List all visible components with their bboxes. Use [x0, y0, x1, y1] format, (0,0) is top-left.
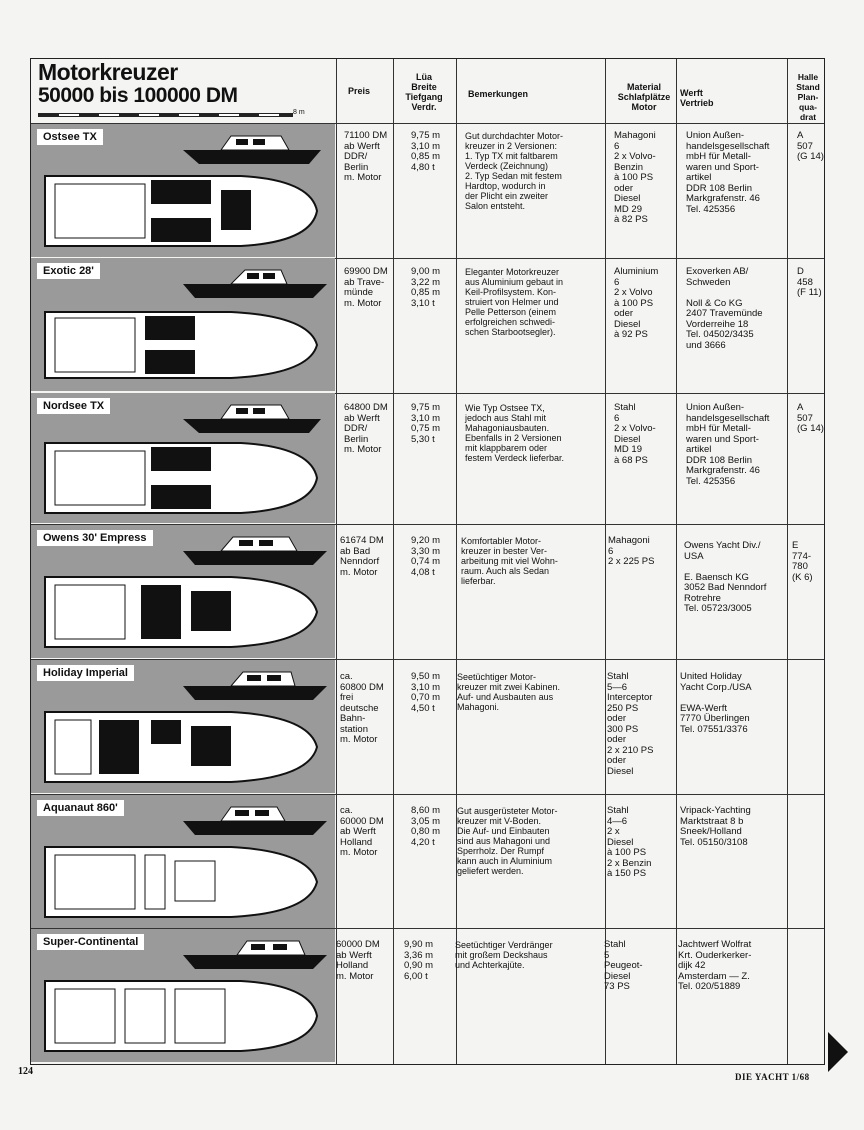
boat-name: Aquanaut 860' [37, 800, 124, 816]
boat-side-view [181, 262, 331, 302]
material-cell: Mahagoni 6 2 x 225 PS [608, 535, 655, 567]
column-header-preis: Preis [348, 86, 371, 96]
remarks-cell: Gut ausgerüsteter Motor- kreuzer mit V-Boden. Die Auf- und Einbauten sind aus Mahagoni und Sperrholz. Der Rumpf kann auch in Aluminium geliefert werden. [457, 806, 558, 876]
boat-name: Owens 30' Empress [37, 530, 153, 546]
remarks-cell: Seetüchtiger Motor- kreuzer mit zwei Kabinen. Auf- und Ausbauten aus Mahagoni. [457, 672, 561, 712]
boat-side-view [181, 933, 331, 973]
dimensions-cell: 9,90 m 3,36 m 0,90 m 6,00 t [404, 939, 434, 982]
dimensions-cell: 9,20 m 3,30 m 0,74 m 4,08 t [411, 535, 441, 578]
dimensions-cell: 9,00 m 3,22 m 0,85 m 3,10 t [411, 266, 441, 309]
price-cell: 69900 DM ab Trave- münde m. Motor [344, 266, 388, 309]
column-divider [676, 59, 677, 1064]
boat-illustration [31, 124, 335, 257]
boat-deck-plan [41, 841, 321, 923]
column-divider [787, 59, 788, 1064]
boat-name: Ostsee TX [37, 129, 103, 145]
column-header-material: Material Schlafplätze Motor [617, 82, 671, 112]
material-cell: Mahagoni 6 2 x Volvo- Benzin à 100 PS oder Diesel MD 29 à 82 PS [614, 130, 656, 225]
dimensions-cell: 9,50 m 3,10 m 0,70 m 4,50 t [411, 671, 441, 714]
boat-side-view [181, 529, 331, 569]
material-cell: Aluminium 6 2 x Volvo à 100 PS oder Diesel à 92 PS [614, 266, 659, 340]
boat-deck-plan [41, 571, 321, 653]
page-subtitle: 50000 bis 100000 DM [38, 84, 238, 107]
hall-cell: D 458 (F 11) [797, 266, 822, 298]
boat-deck-plan [41, 975, 321, 1057]
material-cell: Stahl 5—6 Interceptor 250 PS oder 300 PS oder 2 x 210 PS oder Diesel [607, 671, 654, 777]
column-divider [393, 59, 394, 1064]
boat-deck-plan [41, 706, 321, 788]
page-number: 124 [18, 1066, 33, 1077]
shipyard-cell: United Holiday Yacht Corp./USA EWA-Werft 7770 Überlingen Tel. 07551/3376 [680, 671, 752, 735]
boat-illustration [31, 525, 335, 658]
shipyard-cell: Vripack-Yachting Marktstraat 8 b Sneek/Holland Tel. 05150/3108 [680, 805, 751, 848]
material-cell: Stahl 5 Peugeot- Diesel 73 PS [604, 939, 643, 992]
boat-illustration [31, 795, 335, 928]
boat-side-view [181, 799, 331, 839]
scale-bar [38, 113, 293, 117]
boat-illustration [31, 660, 335, 793]
hall-cell: A 507 (G 14) [797, 130, 824, 162]
material-cell: Stahl 4—6 2 x Diesel à 100 PS 2 x Benzin à 150 PS [607, 805, 652, 879]
boat-illustration [31, 393, 335, 523]
next-page-arrow-icon [828, 1032, 848, 1072]
shipyard-cell: Union Außen- handelsgesellschaft mbH für Metall- waren und Sport- artikel DDR 108 Berlin Markgrafenstr. 46 Tel. 425356 [686, 130, 770, 215]
boat-illustration [31, 929, 335, 1062]
hall-cell: E 774- 780 (K 6) [792, 540, 813, 583]
column-divider [605, 59, 606, 1064]
price-cell: 64800 DM ab Werft DDR/ Berlin m. Motor [344, 402, 388, 455]
price-cell: 61674 DM ab Bad Nenndorf m. Motor [340, 535, 384, 578]
remarks-cell: Seetüchtiger Verdränger mit großem Deckshaus und Achterkajüte. [455, 940, 553, 970]
remarks-cell: Eleganter Motorkreuzer aus Aluminium gebaut in Keil-Profilsystem. Kon- struiert von Helmer und Pelle Petterson (einem erfolgreichen schwedi- schen Starbootsegler). [465, 267, 564, 337]
shipyard-cell: Union Außen- handelsgesellschaft mbH für Metall- waren und Sport- artikel DDR 108 Berlin Markgrafenstr. 46 Tel. 425356 [686, 402, 770, 487]
scale-label: 8 m [293, 109, 305, 116]
shipyard-cell: Jachtwerf Wolfrat Krt. Ouderkerker- dijk 42 Amsterdam — Z. Tel. 020/51889 [678, 939, 752, 992]
hall-cell: A 507 (G 14) [797, 402, 824, 434]
boat-name: Super-Continental [37, 934, 144, 950]
column-header-halle: Halle Stand Plan- qua- drat [796, 72, 820, 122]
remarks-cell: Wie Typ Ostsee TX, jedoch aus Stahl mit Mahagoniausbauten. Ebenfalls in 2 Versionen mit klappbarem oder festem Verdeck lieferbar. [465, 403, 565, 463]
column-divider [336, 59, 337, 1064]
boat-name: Nordsee TX [37, 398, 110, 414]
dimensions-cell: 9,75 m 3,10 m 0,75 m 5,30 t [411, 402, 441, 445]
remarks-cell: Komfortabler Motor- kreuzer in bester Ver- arbeitung mit viel Wohn- raum. Auch als Sedan lieferbar. [461, 536, 558, 586]
dimensions-cell: 9,75 m 3,10 m 0,85 m 4,80 t [411, 130, 441, 173]
boat-side-view [181, 128, 331, 168]
boat-name: Exotic 28' [37, 263, 100, 279]
boat-deck-plan [41, 170, 321, 252]
page-title: Motorkreuzer [38, 59, 178, 85]
column-header-masse: Lüa Breite Tiefgang Verdr. [405, 72, 443, 112]
price-cell: ca. 60000 DM ab Werft Holland m. Motor [340, 805, 384, 858]
publication-footer: DIE YACHT 1/68 [735, 1072, 810, 1082]
boat-illustration [31, 258, 335, 391]
remarks-cell: Gut durchdachter Motor- kreuzer in 2 Versionen: 1. Typ TX mit faltbarem Verdeck (Zeichnung) 2. Typ Sedan mit festem Hardtop, wodurch in der Plicht ein zweiter Salon entsteht. [465, 131, 564, 211]
price-cell: 71100 DM ab Werft DDR/ Berlin m. Motor [344, 130, 388, 183]
boat-deck-plan [41, 304, 321, 386]
column-divider [456, 59, 457, 1064]
price-cell: ca. 60800 DM frei deutsche Bahn- station m. Motor [340, 671, 384, 745]
column-header-werft: Werft Vertrieb [680, 88, 714, 108]
price-cell: 60000 DM ab Werft Holland m. Motor [336, 939, 380, 982]
material-cell: Stahl 6 2 x Volvo- Diesel MD 19 à 68 PS [614, 402, 656, 466]
boat-side-view [181, 397, 331, 437]
shipyard-cell: Exoverken AB/ Schweden Noll & Co KG 2407 Travemünde Vorderreihe 18 Tel. 04502/3435 und 3666 [686, 266, 763, 351]
boat-side-view [181, 664, 331, 704]
boat-deck-plan [41, 437, 321, 519]
table-title-block [38, 60, 333, 120]
boat-name: Holiday Imperial [37, 665, 134, 681]
column-header-bemerkungen: Bemerkungen [468, 89, 529, 99]
dimensions-cell: 8,60 m 3,05 m 0,80 m 4,20 t [411, 805, 441, 848]
shipyard-cell: Owens Yacht Div./ USA E. Baensch KG 3052 Bad Nenndorf Rotrehre Tel. 05723/3005 [684, 540, 767, 614]
